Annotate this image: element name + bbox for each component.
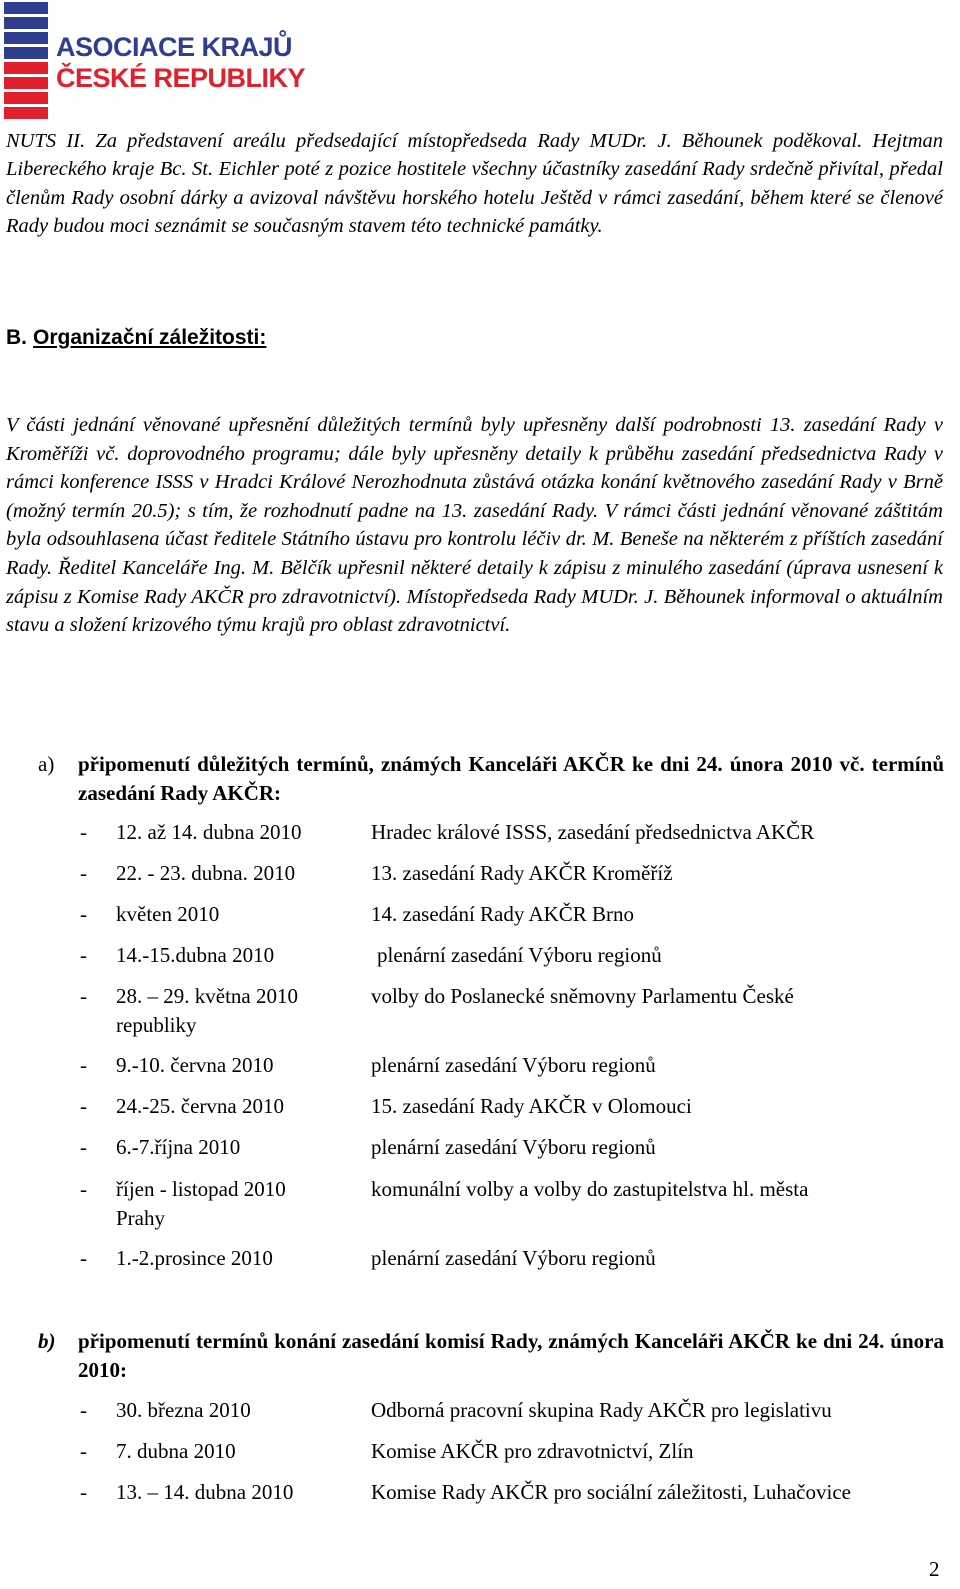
list-dash: - [80,1177,87,1201]
list-item-date: 9.-10. června 2010 [116,1053,274,1077]
list-dash: - [80,902,87,926]
list-item-date: 7. dubna 2010 [116,1439,236,1463]
list-b-letter: b) [38,1329,56,1353]
list-item-date-continued: Prahy [116,1205,165,1230]
page-number: 2 [929,1557,940,1581]
list-dash: - [80,1480,87,1504]
list-a-title: připomenutí důležitých termínů, známých Kanceláři AKČR ke dni 24. února 2010 vč. termínů zasedání Rady AKČR: [78,752,944,805]
list-b-title: připomenutí termínů konání zasedání komisí Rady, známých Kanceláři AKČR ke dni 24. února 2010: [78,1329,944,1382]
list-item-event: komunální volby a volby do zastupitelstva hl. města [371,1177,809,1201]
list-dash: - [80,1135,87,1159]
list-item-date: říjen - listopad 2010 [116,1177,286,1201]
list-item-event: plenární zasedání Výboru regionů [371,1053,656,1077]
list-item-event: Hradec králové ISSS, zasedání předsednictva AKČR [371,820,815,844]
list-item-date: 1.-2.prosince 2010 [116,1246,273,1270]
list-item-date: 22. - 23. dubna. 2010 [116,861,296,885]
list-item-event: 15. zasedání Rady AKČR v Olomouci [371,1094,692,1118]
list-item-date: 14.-15.dubna 2010 [116,943,275,967]
list-item-event: 14. zasedání Rady AKČR Brno [371,902,635,926]
list-item-event: Komise AKČR pro zdravotnictví, Zlín [371,1439,694,1463]
list-item-event: plenární zasedání Výboru regionů [371,1246,656,1270]
flag-stripes-icon [4,2,48,120]
section-b-paragraph: V části jednání věnované upřesnění důležitých termínů byly upřesněny další podrobnosti 13. zasedání Rady v Kroměříži vč. doprovodného programu; dále byly upřesněny detaily k průběhu zasedání předsednictva Rady v rámci konference ISSS v Hradci Králové Nerozhodnuta zůstává otázka konání květnového zasedání Rady v Brně (možný termín 20.5); s tím, že rozhodnutí padne na 13. zasedání Rady. V rámci části jednání věnované záštitám byla odsouhlasena účast ředitele Státního ústavu pro kontrolu léčiv dr. M. Beneše na některém z příštích zasedání Rady. Ředitel Kanceláře Ing. M. Bělčík upřesnil některé detaily k zápisu z minulého zasedání (úprava usnesení k zápisu z Komise Rady AKČR pro zdravotnictví). Místopředseda Rady MUDr. J. Běhounek informoval o aktuálním stavu a složení krizového týmu krajů pro oblast zdravotnictví. [6,414,943,637]
list-dash: - [80,1094,87,1118]
section-b-heading [6,326,266,350]
list-item-event: plenární zasedání Výboru regionů [377,943,662,967]
intro-paragraph: NUTS II. Za představení areálu předsedající místopředseda Rady MUDr. J. Běhounek poděkoval. Hejtman Libereckého kraje Bc. St. Eichler poté z pozice hostitele všechny účastníky zasedání Rady srdečně přivítal, předal členům Rady osobní dárky a avizoval návštěvu horského hotelu Ještěd v rámci zasedání, během které se členové Rady budou moci seznámit se současným stavem této technické památky. [6,130,943,238]
list-dash: - [80,984,87,1008]
list-item-event: plenární zasedání Výboru regionů [371,1135,656,1159]
list-item-date: 30. března 2010 [116,1398,251,1422]
list-item-date-continued: republiky [116,1012,197,1037]
list-item-event: Komise Rady AKČR pro sociální záležitosti, Luhačovice [371,1480,851,1504]
list-item-event: Odborná pracovní skupina Rady AKČR pro legislativu [371,1398,832,1422]
list-dash: - [80,943,87,967]
list-item-date: květen 2010 [116,902,220,926]
logo-text-line1: ASOCIACE KRAJŮ [56,32,293,62]
list-dash: - [80,1246,87,1270]
list-item-date: 12. až 14. dubna 2010 [116,820,302,844]
list-dash: - [80,1053,87,1077]
list-item-date: 28. – 29. května 2010 [116,984,298,1008]
list-b-heading [38,1327,944,1384]
list-item-event: volby do Poslanecké sněmovny Parlamentu České [371,984,794,1008]
list-a-heading [38,750,944,807]
logo-text-line2: ČESKÉ REPUBLIKY [56,63,306,93]
list-item-date: 24.-25. června 2010 [116,1094,284,1118]
list-item-date: 13. – 14. dubna 2010 [116,1480,294,1504]
section-b-marker: B. [6,326,27,349]
list-dash: - [80,1398,87,1422]
list-dash: - [80,861,87,885]
organization-logo [4,2,304,122]
list-dash: - [80,1439,87,1463]
list-dash: - [80,820,87,844]
list-a-letter: a) [38,752,55,776]
list-item-event: 13. zasedání Rady AKČR Kroměříž [371,861,673,885]
list-item-date: 6.-7.října 2010 [116,1135,241,1159]
section-b-title: Organizační záležitosti: [33,326,267,349]
